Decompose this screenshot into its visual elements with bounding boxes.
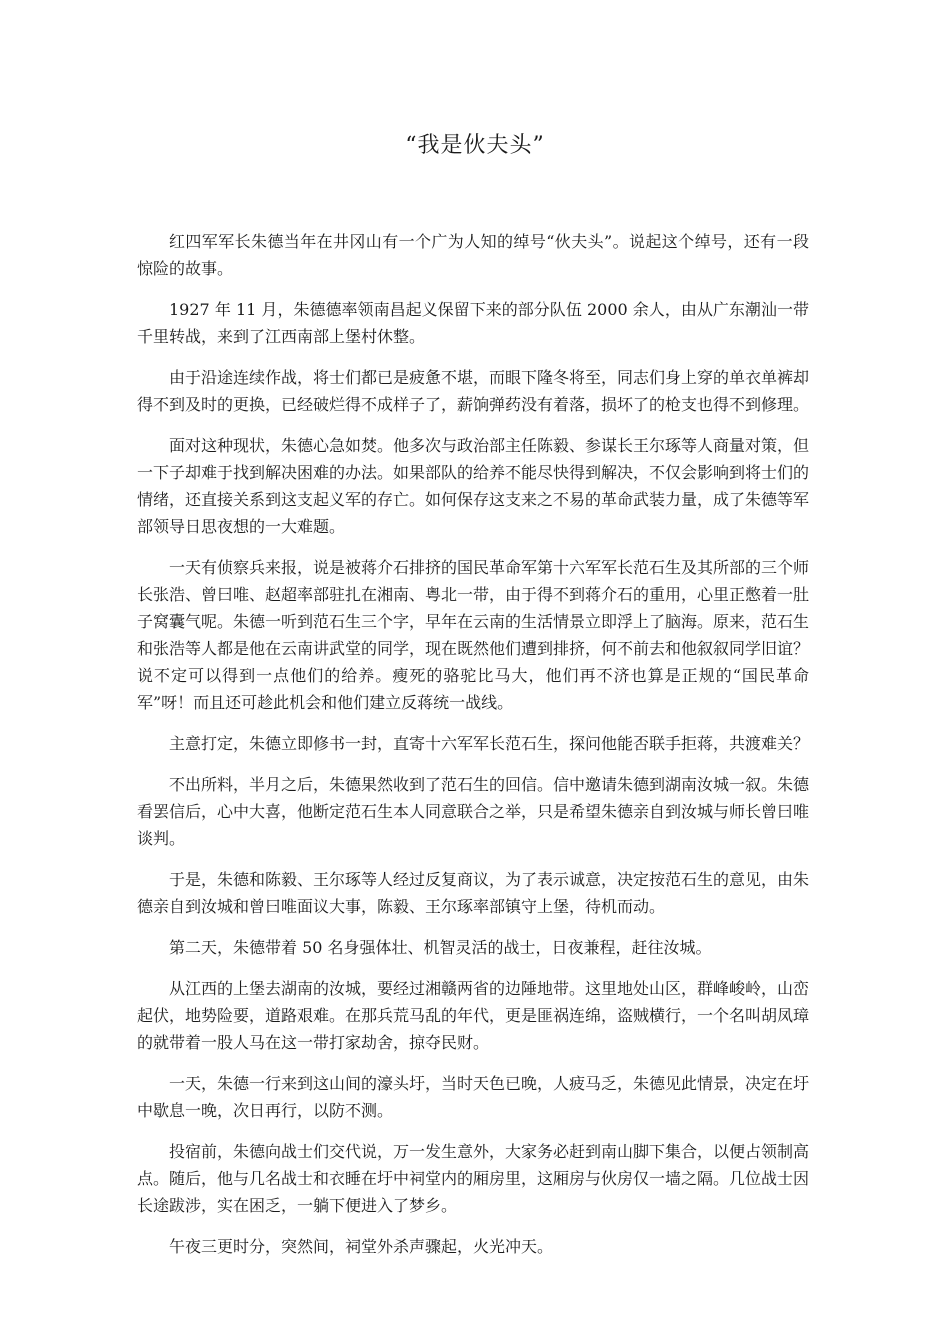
- paragraph: 红四军军长朱德当年在井冈山有一个广为人知的绰号“伙夫头”。说起这个绰号，还有一段惊险的故事。: [137, 232, 809, 278]
- document-title: “我是伙夫头”: [405, 133, 545, 158]
- paragraph: 不出所料，半月之后，朱德果然收到了范石生的回信。信中邀请朱德到湖南汝城一叙。朱德看罢信后，心中大喜，他断定范石生本人同意联合之举，只是希望朱德亲自到汝城与师长曾曰唯谈判。: [137, 775, 810, 848]
- paragraph: 一天有侦察兵来报，说是被蒋介石排挤的国民革命军第十六军军长范石生及其所部的三个师长张浩、曾曰唯、赵超率部驻扎在湘南、粤北一带，由于得不到蒋介石的重用，心里正憋着一肚子窝囊气呢。朱德一听到范石生三个字，早年在云南的生活情景立即浮上了脑海。原来，范石生和张浩等人都是他在云南讲武堂的同学，现在既然他们遭到排挤，何不前去和他叙叙同学旧谊？说不定可以得到一点他们的给养。瘦死的骆驼比马大，他们再不济也算是正规的“国民革命军”呀！而且还可趁此机会和他们建立反蒋统一战线。: [137, 558, 810, 712]
- paragraph: 投宿前，朱德向战士们交代说，万一发生意外，大家务必赶到南山脚下集合，以便占领制高点。随后，他与几名战士和衣睡在圩中祠堂内的厢房里，这厢房与伙房仅一墙之隔。几位战士因长途跋涉，实在困乏，一躺下便进入了梦乡。: [137, 1142, 810, 1215]
- paragraph: 从江西的上堡去湖南的汝城，要经过湘赣两省的边陲地带。这里地处山区，群峰峻岭，山峦起伏，地势险要，道路艰难。在那兵荒马乱的年代，更是匪祸连绵，盗贼横行，一个名叫胡凤璋的就带着一股人马在这一带打家劫舍，掠夺民财。: [137, 979, 810, 1052]
- paragraph: 面对这种现状，朱德心急如焚。他多次与政治部主任陈毅、参谋长王尔琢等人商量对策，但一下子却难于找到解决困难的办法。如果部队的给养不能尽快得到解决，不仅会影响到将士们的情绪，还直接关系到这支起义军的存亡。如何保存这支来之不易的革命武装力量，成了朱德等军部领导日思夜想的一大难题。: [137, 436, 810, 536]
- paragraph: 1927 年 11 月，朱德德率领南昌起义保留下来的部分队伍 2000 余人，由从广东潮汕一带千里转战，来到了江西南部上堡村休整。: [137, 300, 809, 346]
- paragraph: 一天，朱德一行来到这山间的濠头圩，当时天色已晚，人疲马乏，朱德见此情景，决定在圩中歇息一晚，次日再行，以防不测。: [137, 1074, 810, 1120]
- paragraph: 由于沿途连续作战，将士们都已是疲惫不堪，而眼下隆冬将至，同志们身上穿的单衣单裤却得不到及时的更换，已经破烂得不成样子了，薪饷弹药没有着落，损坏了的枪支也得不到修理。: [137, 368, 810, 414]
- paragraph: 于是，朱德和陈毅、王尔琢等人经过反复商议，为了表示诚意，决定按范石生的意见，由朱德亲自到汝城和曾曰唯面议大事，陈毅、王尔琢率部镇守上堡，待机而动。: [137, 870, 810, 916]
- document-body: [137, 228, 809, 1274]
- paragraph: 午夜三更时分，突然间，祠堂外杀声骤起，火光冲天。: [169, 1237, 554, 1256]
- paragraph: 主意打定，朱德立即修书一封，直寄十六军军长范石生，探问他能否联手拒蒋，共渡难关？: [169, 734, 810, 753]
- paragraph: 第二天，朱德带着 50 名身强体壮、机智灵活的战士，日夜兼程，赶往汝城。: [169, 938, 712, 957]
